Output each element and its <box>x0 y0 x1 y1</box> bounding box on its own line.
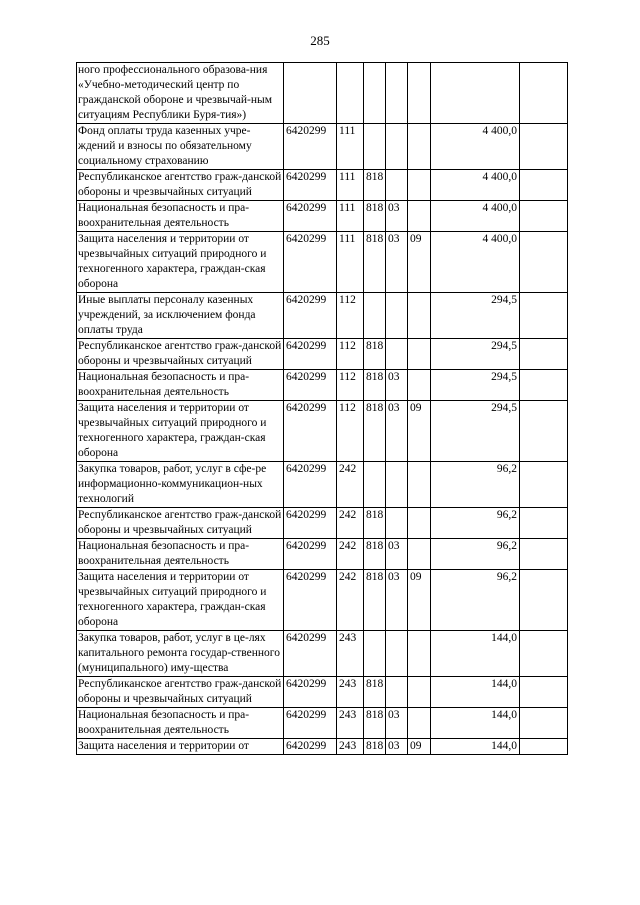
expense-type-cell: 111 <box>337 232 364 293</box>
description-cell: Иные выплаты персоналу казенных учреждений, за исключением фонда оплаты труда <box>77 293 284 339</box>
expense-type-cell: 111 <box>337 170 364 201</box>
description-cell: Защита населения и территории от чрезвычайных ситуаций природного и техногенного характера, граждан-ская оборона <box>77 401 284 462</box>
table-row <box>77 570 568 631</box>
amount-cell: 4 400,0 <box>431 170 520 201</box>
section-cell: 03 <box>386 370 408 401</box>
extra-cell <box>520 508 568 539</box>
section-cell <box>386 631 408 677</box>
subsection-cell <box>408 539 431 570</box>
amount-cell: 96,2 <box>431 508 520 539</box>
expense-type-cell: 243 <box>337 708 364 739</box>
amount-cell: 144,0 <box>431 708 520 739</box>
expense-type-cell: 242 <box>337 570 364 631</box>
subsection-cell <box>408 293 431 339</box>
target-article-cell: 6420299 <box>284 631 337 677</box>
section-cell <box>386 339 408 370</box>
subsection-cell <box>408 170 431 201</box>
table-row <box>77 63 568 124</box>
section-cell: 03 <box>386 539 408 570</box>
description-cell: Фонд оплаты труда казенных учре-ждений и взносы по обязательному социальному страхованию <box>77 124 284 170</box>
description-cell: Национальная безопасность и пра-воохранительная деятельность <box>77 539 284 570</box>
table-row <box>77 232 568 293</box>
amount-cell: 144,0 <box>431 739 520 755</box>
description-cell: Защита населения и территории от чрезвычайных ситуаций природного и техногенного характера, граждан-ская оборона <box>77 232 284 293</box>
extra-cell <box>520 63 568 124</box>
expense-type-cell: 112 <box>337 339 364 370</box>
amount-cell: 294,5 <box>431 370 520 401</box>
extra-cell <box>520 339 568 370</box>
extra-cell <box>520 170 568 201</box>
expense-type-cell: 111 <box>337 124 364 170</box>
expense-type-cell: 243 <box>337 631 364 677</box>
target-article-cell: 6420299 <box>284 401 337 462</box>
amount-cell: 96,2 <box>431 462 520 508</box>
subsection-cell <box>408 370 431 401</box>
target-article-cell: 6420299 <box>284 539 337 570</box>
table-row <box>77 708 568 739</box>
section-cell <box>386 462 408 508</box>
section-cell <box>386 508 408 539</box>
amount-cell: 4 400,0 <box>431 232 520 293</box>
administrator-code-cell: 818 <box>364 232 386 293</box>
table-row <box>77 631 568 677</box>
administrator-code-cell: 818 <box>364 370 386 401</box>
description-cell: Республиканское агентство граж-данской обороны и чрезвычайных ситуаций <box>77 339 284 370</box>
extra-cell <box>520 201 568 232</box>
description-cell: Закупка товаров, работ, услуг в сфе-ре информационно-коммуникацион-ных технологий <box>77 462 284 508</box>
administrator-code-cell: 818 <box>364 339 386 370</box>
amount-cell: 144,0 <box>431 631 520 677</box>
administrator-code-cell: 818 <box>364 677 386 708</box>
section-cell: 03 <box>386 401 408 462</box>
administrator-code-cell <box>364 124 386 170</box>
extra-cell <box>520 631 568 677</box>
description-cell: Республиканское агентство граж-данской обороны и чрезвычайных ситуаций <box>77 677 284 708</box>
extra-cell <box>520 539 568 570</box>
expense-type-cell: 111 <box>337 201 364 232</box>
administrator-code-cell: 818 <box>364 201 386 232</box>
administrator-code-cell: 818 <box>364 570 386 631</box>
table-body <box>77 63 568 755</box>
section-cell <box>386 170 408 201</box>
target-article-cell: 6420299 <box>284 570 337 631</box>
section-cell <box>386 124 408 170</box>
section-cell: 03 <box>386 708 408 739</box>
table-row <box>77 539 568 570</box>
description-cell: Национальная безопасность и пра-воохранительная деятельность <box>77 201 284 232</box>
target-article-cell: 6420299 <box>284 370 337 401</box>
target-article-cell: 6420299 <box>284 170 337 201</box>
target-article-cell: 6420299 <box>284 293 337 339</box>
target-article-cell: 6420299 <box>284 124 337 170</box>
amount-cell: 4 400,0 <box>431 124 520 170</box>
administrator-code-cell <box>364 63 386 124</box>
administrator-code-cell <box>364 631 386 677</box>
expense-type-cell: 112 <box>337 401 364 462</box>
extra-cell <box>520 232 568 293</box>
table-row <box>77 124 568 170</box>
section-cell: 03 <box>386 739 408 755</box>
administrator-code-cell <box>364 293 386 339</box>
table-row <box>77 508 568 539</box>
administrator-code-cell: 818 <box>364 708 386 739</box>
description-cell: Национальная безопасность и пра-воохранительная деятельность <box>77 370 284 401</box>
administrator-code-cell: 818 <box>364 539 386 570</box>
table-row <box>77 293 568 339</box>
description-cell: ного профессионального образова-ния «Учебно-методический центр по гражданской обороне и чрезвычай-ным ситуациям Республики Буря-тия») <box>77 63 284 124</box>
subsection-cell <box>408 708 431 739</box>
extra-cell <box>520 677 568 708</box>
subsection-cell <box>408 631 431 677</box>
subsection-cell <box>408 462 431 508</box>
extra-cell <box>520 370 568 401</box>
extra-cell <box>520 462 568 508</box>
section-cell <box>386 293 408 339</box>
subsection-cell: 09 <box>408 739 431 755</box>
description-cell: Защита населения и территории от <box>77 739 284 755</box>
expense-type-cell: 243 <box>337 739 364 755</box>
target-article-cell: 6420299 <box>284 508 337 539</box>
budget-table <box>76 62 568 755</box>
extra-cell <box>520 739 568 755</box>
section-cell: 03 <box>386 570 408 631</box>
extra-cell <box>520 124 568 170</box>
section-cell: 03 <box>386 232 408 293</box>
expense-type-cell: 242 <box>337 539 364 570</box>
extra-cell <box>520 708 568 739</box>
amount-cell: 144,0 <box>431 677 520 708</box>
amount-cell: 294,5 <box>431 293 520 339</box>
subsection-cell: 09 <box>408 570 431 631</box>
extra-cell <box>520 570 568 631</box>
target-article-cell <box>284 63 337 124</box>
administrator-code-cell: 818 <box>364 401 386 462</box>
amount-cell: 96,2 <box>431 570 520 631</box>
extra-cell <box>520 401 568 462</box>
description-cell: Национальная безопасность и пра-воохранительная деятельность <box>77 708 284 739</box>
expense-type-cell: 242 <box>337 462 364 508</box>
description-cell: Республиканское агентство граж-данской обороны и чрезвычайных ситуаций <box>77 170 284 201</box>
description-cell: Закупка товаров, работ, услуг в це-лях капитального ремонта государ-ственного (муниципального) иму-щества <box>77 631 284 677</box>
amount-cell: 294,5 <box>431 339 520 370</box>
description-cell: Республиканское агентство граж-данской обороны и чрезвычайных ситуаций <box>77 508 284 539</box>
administrator-code-cell: 818 <box>364 739 386 755</box>
administrator-code-cell: 818 <box>364 170 386 201</box>
subsection-cell <box>408 339 431 370</box>
expense-type-cell: 242 <box>337 508 364 539</box>
target-article-cell: 6420299 <box>284 462 337 508</box>
target-article-cell: 6420299 <box>284 677 337 708</box>
target-article-cell: 6420299 <box>284 739 337 755</box>
administrator-code-cell <box>364 462 386 508</box>
table-row <box>77 201 568 232</box>
table-row <box>77 370 568 401</box>
table-row <box>77 401 568 462</box>
target-article-cell: 6420299 <box>284 232 337 293</box>
extra-cell <box>520 293 568 339</box>
subsection-cell <box>408 124 431 170</box>
expense-type-cell: 112 <box>337 370 364 401</box>
section-cell: 03 <box>386 201 408 232</box>
subsection-cell <box>408 508 431 539</box>
amount-cell: 4 400,0 <box>431 201 520 232</box>
section-cell <box>386 677 408 708</box>
expense-type-cell: 112 <box>337 293 364 339</box>
expense-type-cell <box>337 63 364 124</box>
table-row <box>77 677 568 708</box>
table-row <box>77 739 568 755</box>
description-cell: Защита населения и территории от чрезвычайных ситуаций природного и техногенного характера, граждан-ская оборона <box>77 570 284 631</box>
subsection-cell <box>408 677 431 708</box>
target-article-cell: 6420299 <box>284 708 337 739</box>
section-cell <box>386 63 408 124</box>
amount-cell: 294,5 <box>431 401 520 462</box>
subsection-cell: 09 <box>408 232 431 293</box>
table-row <box>77 339 568 370</box>
table-row <box>77 170 568 201</box>
amount-cell <box>431 63 520 124</box>
subsection-cell: 09 <box>408 401 431 462</box>
table-row <box>77 462 568 508</box>
target-article-cell: 6420299 <box>284 201 337 232</box>
expense-type-cell: 243 <box>337 677 364 708</box>
subsection-cell <box>408 63 431 124</box>
subsection-cell <box>408 201 431 232</box>
amount-cell: 96,2 <box>431 539 520 570</box>
administrator-code-cell: 818 <box>364 508 386 539</box>
target-article-cell: 6420299 <box>284 339 337 370</box>
page-number: 285 <box>310 33 330 48</box>
